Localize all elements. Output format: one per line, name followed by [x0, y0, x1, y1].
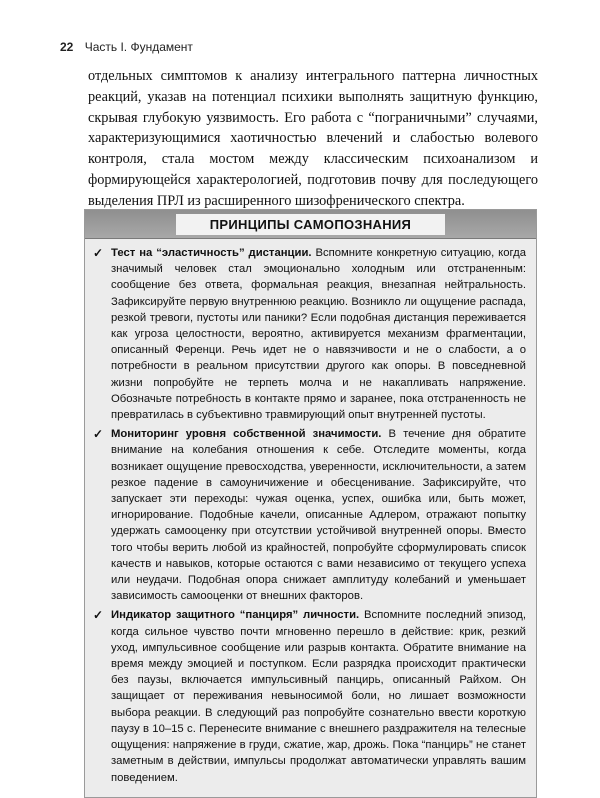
principles-box: [84, 209, 537, 798]
checkmark-icon: ✓: [93, 608, 104, 623]
box-header: [85, 210, 536, 239]
list-item: [93, 426, 526, 604]
item-title: Мониторинг уровня собственной значимости.: [111, 428, 389, 441]
item-title: Тест на “эластичность” дистанции.: [111, 247, 316, 259]
list-item: [93, 245, 526, 423]
checkmark-icon: ✓: [93, 427, 104, 442]
item-text: Вспомните последний эпизод, когда сильное чувство почти мгновенно перешло в действие: крик, резкий уход, импульсивное сообщение или разрыв контакта. Обратите внимание на время между эмоцией и поступком. Если разрядка происходит практически без паузы, включается импульсивный панцирь, описанный Райхом. Он защищает от переживания невыносимой боли, но лишает возможности выбора реакции. В следующий раз попробуйте сознательно ввести короткую паузу в 10–15 с. Перенесите внимание с внешнего раздражителя на телесные ощущения: напряжение в груди, сжатие, жар, дрожь. Пока “панцирь” не станет заметным в действии, импульсы продолжат автоматически управлять вашим поведением.: [111, 609, 526, 784]
page-number: 22: [60, 40, 74, 54]
item-title: Индикатор защитного “панциря” личности.: [111, 609, 364, 622]
list-item: [93, 607, 526, 785]
checkmark-icon: ✓: [93, 246, 104, 260]
body-paragraph: отдельных симптомов к анализу интегрального паттерна личностных реакций, указав на потенциал психики выполнять защитную функцию, скрывая глубокую уязвимость. Его работа с “пограничными” случаями, характеризующимися хаотичностью влечений и слабостью волевого контроля, стала мостом между классическим психоанализом и формирующейся характерологией, подготовив почву для последующего выделения ПРЛ из расширенного шизофренического спектра.: [88, 68, 538, 209]
running-head: [60, 40, 193, 54]
item-text: Вспомните конкретную ситуацию, когда значимый человек стал эмоционально холодным или отстраненным: сообщение без ответа, формальная реакция, внезапная нейтральность. Зафиксируйте первую внутреннюю реакцию. Возникло ли ощущение распада, резкой тревоги, пустоты или паники? Если подобная дистанция переживается как угроза целостности, вероятно, активируется механизм фрагментации, описанный Ференци. Речь идет не о навязчивости и не о слабости, а о потребности в реальном присутствии другого как опоры. В повседневной жизни попробуйте не терпеть молча и не накапливать напряжение. Обозначьте потребность в контакте прямо и заранее, пока отстраненность не превратилась в субъективно травмирующий опыт внутренней пустоты.: [111, 247, 526, 422]
section-title: Часть I. Фундамент: [84, 40, 193, 54]
box-items: [85, 239, 536, 797]
box-title: ПРИНЦИПЫ САМОПОЗНАНИЯ: [176, 214, 445, 235]
item-text: В течение дня обратите внимание на колебания отношения к себе. Отследите моменты, когда возникает ощущение превосходства, уверенности, исключительности, а затем резкое падение в самоуничижение и обесценивание. Зафиксируйте, что запускает эти переходы: чужая оценка, успех, ошибка или, быть может, игнорирование. Подобные качели, описанные Адлером, отражают попытку удержать самооценку при отсутствии устойчивой внутренней опоры. Вместо того чтобы верить любой из крайностей, попробуйте сформулировать список качеств и навыков, которые остаются с вами независимо от текущего успеха или неудачи. Подобная опора снижает амплитуду колебаний и уменьшает зависимость самооценки от внешних факторов.: [111, 428, 526, 603]
